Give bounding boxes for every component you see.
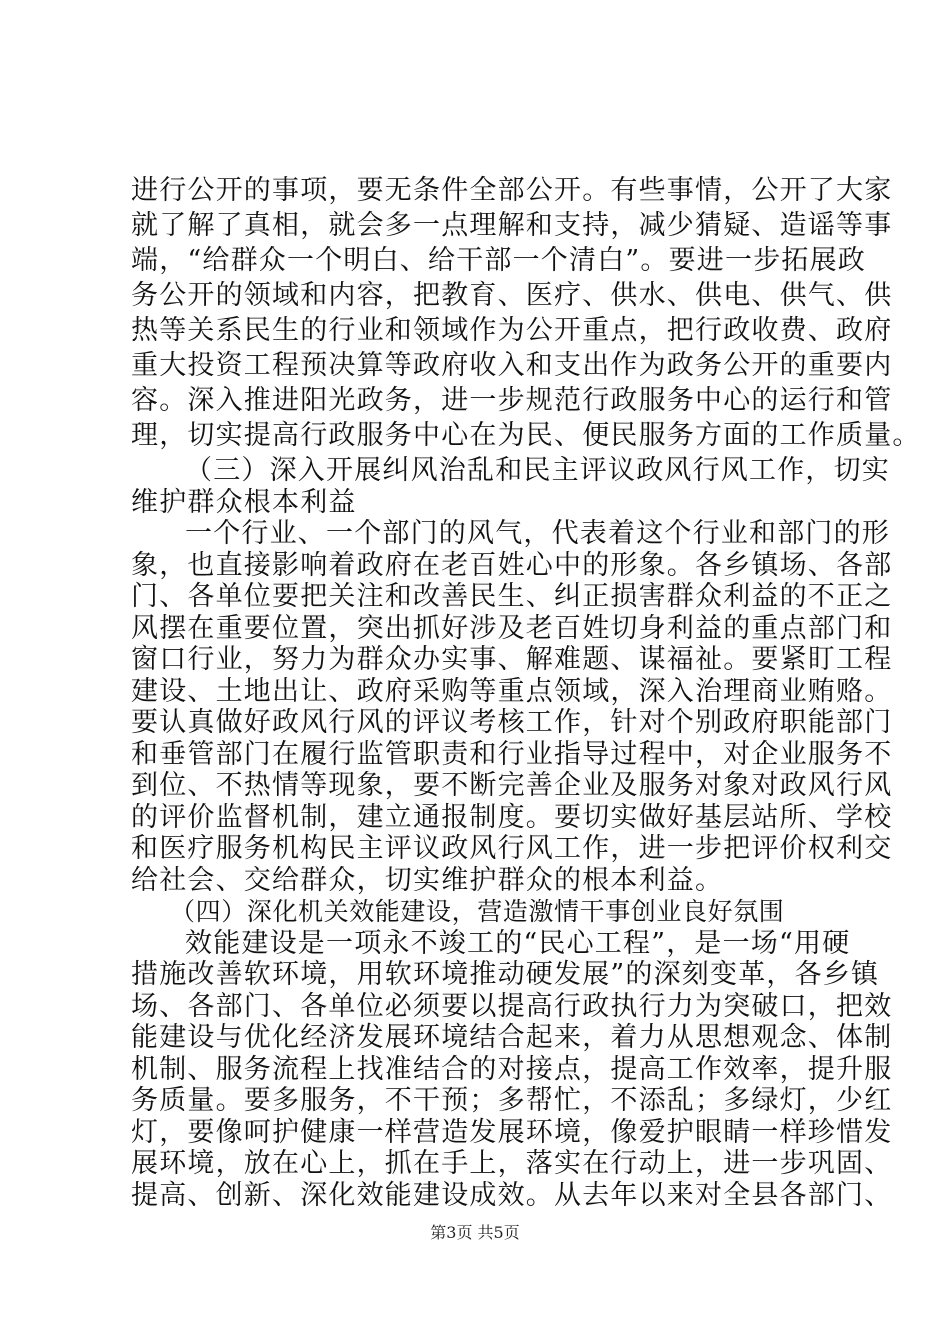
text-line: 热等关系民生的行业和领域作为公开重点，把行政收费、政府 — [131, 315, 893, 346]
text-line: 建设、土地出让、政府采购等重点领域，深入治理商业贿赂。 — [131, 676, 893, 707]
text-line: 和垂管部门在履行监管职责和行业指导过程中，对企业服务不 — [131, 739, 893, 770]
text-line: 给社会、交给群众，切实维护群众的根本利益。 — [131, 865, 724, 896]
section-heading: （四）深化机关效能建设，营造激情干事创业良好氛围 — [170, 897, 785, 926]
text-line: 门、各单位要把关注和改善民生、纠正损害群众利益的不正之 — [131, 581, 893, 612]
text-line: 风摆在重要位置，突出抓好涉及老百姓切身利益的重点部门和 — [131, 613, 893, 644]
section-heading: （三）深入开展纠风治乱和民主评议政风行风工作，切实 — [185, 455, 890, 486]
text-line: 理，切实提高行政服务中心在为民、便民服务方面的工作质量。 — [131, 420, 921, 451]
text-line: 能建设与优化经济发展环境结合起来，着力从思想观念、体制 — [131, 1022, 893, 1053]
text-line: 展环境，放在心上，抓在手上，落实在行动上，进一步巩固、 — [131, 1148, 893, 1179]
text-line: 务公开的领域和内容，把教育、医疗、供水、供电、供气、供 — [131, 280, 893, 311]
text-line: 窗口行业，努力为群众办实事、解难题、谋福祉。要紧盯工程 — [131, 644, 893, 675]
section-heading: 维护群众根本利益 — [131, 487, 357, 518]
text-line: 措施改善软环境，用软环境推动硬发展”的深刻变革，各乡镇 — [131, 959, 880, 990]
text-line: 场、各部门、各单位必须要以提高行政执行力为突破口，把效 — [131, 991, 893, 1022]
text-line: 效能建设是一项永不竣工的“民心工程”，是一场“用硬 — [185, 928, 851, 959]
text-line: 要认真做好政风行风的评议考核工作，针对个别政府职能部门 — [131, 707, 893, 738]
text-line: 一个行业、一个部门的风气，代表着这个行业和部门的形 — [185, 518, 890, 549]
page-number-footer: 第3页 共5页 — [430, 1223, 520, 1242]
text-line: 象，也直接影响着政府在老百姓心中的形象。各乡镇场、各部 — [131, 550, 893, 581]
text-line: 就了解了真相，就会多一点理解和支持，减少猜疑、造谣等事 — [131, 210, 893, 241]
text-line: 提高、创新、深化效能建设成效。从去年以来对全县各部门、 — [131, 1180, 893, 1211]
text-line: 端，“给群众一个明白、给干部一个清白”。要进一步拓展政 — [131, 245, 867, 276]
text-line: 进行公开的事项，要无条件全部公开。有些事情，公开了大家 — [131, 175, 893, 206]
text-line: 的评价监督机制，建立通报制度。要切实做好基层站所、学校 — [131, 802, 893, 833]
text-line: 到位、不热情等现象，要不断完善企业及服务对象对政风行风 — [131, 770, 893, 801]
text-line: 灯，要像呵护健康一样营造发展环境，像爱护眼睛一样珍惜发 — [131, 1117, 893, 1148]
text-line: 务质量。要多服务，不干预；多帮忙，不添乱；多绿灯，少红 — [131, 1085, 893, 1116]
text-line: 重大投资工程预决算等政府收入和支出作为政务公开的重要内 — [131, 350, 893, 381]
text-line: 和医疗服务机构民主评议政风行风工作，进一步把评价权利交 — [131, 833, 893, 864]
text-line: 机制、服务流程上找准结合的对接点，提高工作效率，提升服 — [131, 1054, 893, 1085]
text-line: 容。深入推进阳光政务，进一步规范行政服务中心的运行和管 — [131, 385, 893, 416]
